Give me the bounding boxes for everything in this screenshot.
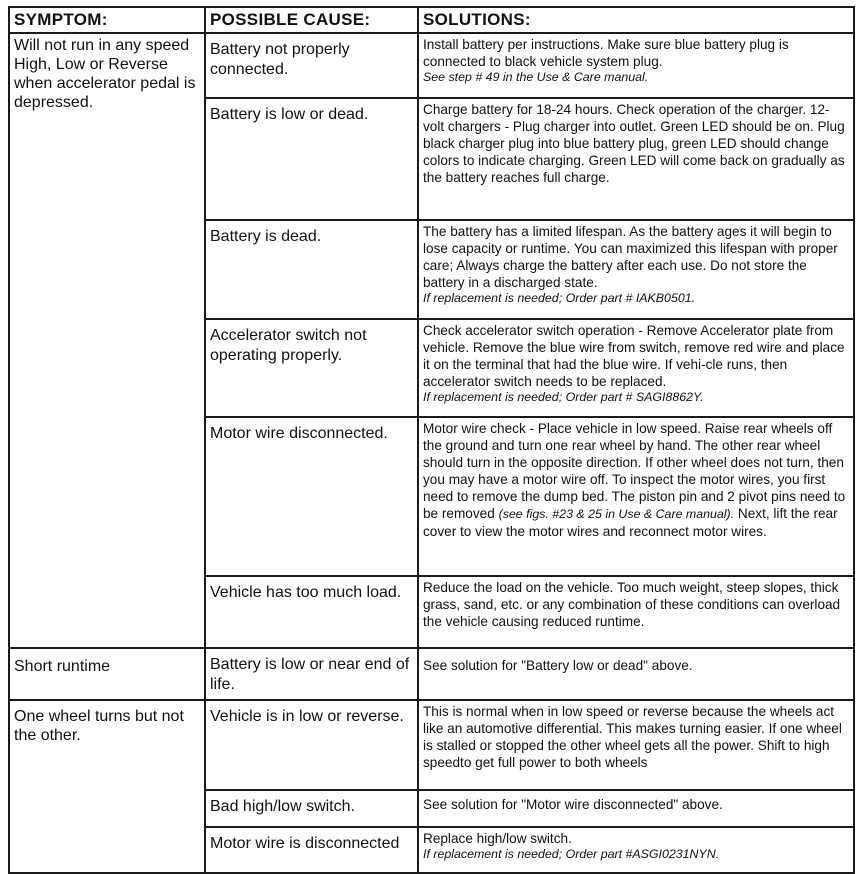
solution-text: Next, lift the rear cover to view the motor wires and reconnect motor wires.	[423, 506, 838, 539]
solution-text: Motor wire check - Place vehicle in low speed. Raise rear wheels off the ground and turn one rear wheel by hand. The other rear wheel should turn in the opposite direction. If other wheel does not turn, then you may have a motor wire off. To inspect the motor wires, you first need to remove the dump bed. The piston pin and 2 pivot pins need to be removed	[423, 421, 846, 521]
solution-cell	[418, 33, 854, 98]
symptom-short-runtime: Short runtime	[9, 648, 205, 700]
solution-text: The battery has a limited lifespan. As the battery ages it will begin to lose capacity or runtime. You can maximized this lifespan with proper care; Always charge the battery after each use. Do not store the battery in a discharged state.	[423, 224, 838, 290]
cause-cell: Vehicle is in low or reverse.	[205, 700, 418, 790]
solution-cell: See solution for "Motor wire disconnected" above.	[418, 790, 854, 827]
cause-cell: Motor wire disconnected.	[205, 417, 418, 576]
troubleshooting-table	[8, 6, 855, 874]
manual-reference: (see figs. #23 & 25 in Use & Care manual).	[498, 507, 735, 521]
solution-cell: Charge battery for 18-24 hours. Check operation of the charger. 12-volt chargers - Plug charger into outlet. Green LED should be on. Plug black charger plug into blue battery plug, green LED should change colors to indicate charging. Green LED will come back on gradually as the battery reaches full charge.	[418, 98, 854, 220]
cause-cell: Battery is dead.	[205, 220, 418, 319]
symptom-will-not-run: Will not run in any speed High, Low or Reverse when accelerator pedal is depressed.	[9, 33, 205, 648]
table-row	[9, 33, 854, 98]
solution-cell	[418, 319, 854, 417]
cause-cell: Battery not properly connected.	[205, 33, 418, 98]
header-possible-cause: POSSIBLE CAUSE:	[205, 7, 418, 33]
solution-cell: This is normal when in low speed or reverse because the wheels act like an automotive differential. This makes turning easier. If one wheel is stalled or stopped the other wheel gets all the power. Shift to high speedto get full power to both wheels	[418, 700, 854, 790]
part-reference: If replacement is needed; Order part #ASGI0231NYN.	[423, 847, 720, 861]
part-reference: If replacement is needed; Order part # SAGI8862Y.	[423, 390, 704, 404]
header-symptom: SYMPTOM:	[9, 7, 205, 33]
solution-cell: See solution for "Battery low or dead" above.	[418, 648, 854, 700]
solution-text: Check accelerator switch operation - Remove Accelerator plate from vehicle. Remove the blue wire from switch, remove red wire and place it on the terminal that had the blue wire. If vehi-cle runs, then accelerator switch needs to be replaced.	[423, 323, 845, 389]
part-reference: If replacement is needed; Order part # IAKB0501.	[423, 291, 696, 305]
solution-text: Install battery per instructions. Make sure blue battery plug is connected to black vehicle system plug.	[423, 37, 789, 69]
cause-cell: Vehicle has too much load.	[205, 576, 418, 648]
manual-reference: See step # 49 in the Use & Care manual.	[423, 70, 649, 84]
solution-cell	[418, 827, 854, 873]
cause-cell: Accelerator switch not operating properly.	[205, 319, 418, 417]
table-row	[9, 700, 854, 790]
solution-cell	[418, 220, 854, 319]
cause-cell: Bad high/low switch.	[205, 790, 418, 827]
solution-text: Replace high/low switch.	[423, 831, 572, 846]
header-solutions: SOLUTIONS:	[418, 7, 854, 33]
cause-cell: Motor wire is disconnected	[205, 827, 418, 873]
cause-cell: Battery is low or near end of life.	[205, 648, 418, 700]
solution-cell: Reduce the load on the vehicle. Too much weight, steep slopes, thick grass, sand, etc. or any combination of these conditions can overload the vehicle causing reduced runtime.	[418, 576, 854, 648]
cause-cell: Battery is low or dead.	[205, 98, 418, 220]
solution-cell	[418, 417, 854, 576]
table-row	[9, 648, 854, 700]
header-row	[9, 7, 854, 33]
symptom-one-wheel: One wheel turns but not the other.	[9, 700, 205, 873]
